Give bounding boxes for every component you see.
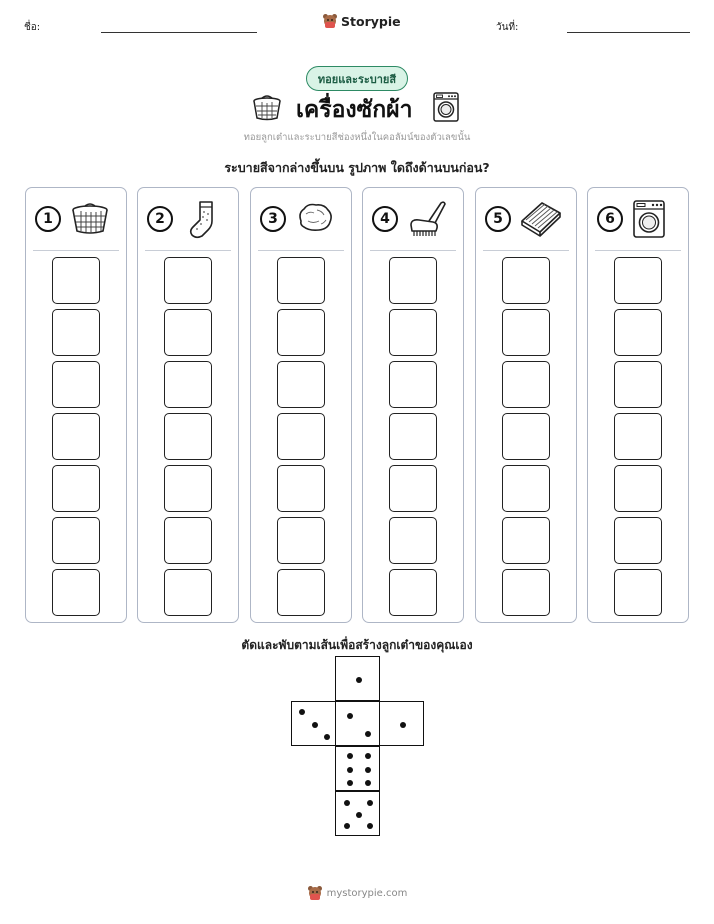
coloring-box[interactable]	[164, 309, 212, 356]
dice-pip	[312, 722, 318, 728]
instructions-text: ทอยลูกเต๋าและระบายสีช่องหนึ่งในคอลัมน์ของตัวเลขนั้น	[243, 132, 471, 143]
column-6	[587, 187, 689, 623]
dice-instructions: ตัดและพับตามเส้นเพื่อสร้างลูกเต๋าของคุณเอง	[241, 638, 473, 652]
column-number: 4	[372, 206, 398, 232]
coloring-box[interactable]	[389, 465, 437, 512]
coloring-box[interactable]	[389, 413, 437, 460]
laundry-basket-icon	[70, 199, 110, 235]
coloring-box[interactable]	[389, 361, 437, 408]
dice-pip	[324, 734, 330, 740]
dice-pip	[356, 812, 362, 818]
column-2	[137, 187, 239, 623]
coloring-box[interactable]	[389, 517, 437, 564]
column-divider	[595, 250, 681, 251]
coloring-box[interactable]	[52, 413, 100, 460]
coloring-box[interactable]	[502, 257, 550, 304]
coloring-box[interactable]	[52, 465, 100, 512]
coloring-box[interactable]	[164, 465, 212, 512]
lint-ball-icon	[295, 199, 335, 235]
coloring-box[interactable]	[614, 465, 662, 512]
laundry-basket-icon	[252, 93, 282, 121]
coloring-box[interactable]	[614, 309, 662, 356]
coloring-box[interactable]	[614, 413, 662, 460]
dice-pip	[356, 677, 362, 683]
coloring-box[interactable]	[52, 569, 100, 616]
dice-pip	[365, 731, 371, 737]
column-divider	[145, 250, 231, 251]
coloring-box[interactable]	[164, 517, 212, 564]
coloring-box[interactable]	[502, 465, 550, 512]
coloring-box[interactable]	[502, 309, 550, 356]
column-divider	[370, 250, 456, 251]
coloring-box[interactable]	[164, 361, 212, 408]
coloring-box[interactable]	[52, 309, 100, 356]
column-divider	[33, 250, 119, 251]
page-title: เครื่องซักผ้า	[296, 97, 413, 123]
coloring-box[interactable]	[277, 517, 325, 564]
dice-pip	[347, 780, 353, 786]
date-line[interactable]	[567, 32, 690, 33]
scrub-brush-icon	[407, 199, 447, 239]
washing-machine-icon	[632, 199, 666, 239]
dice-face	[335, 656, 380, 701]
dice-face	[335, 701, 380, 746]
coloring-box[interactable]	[277, 569, 325, 616]
coloring-box[interactable]	[277, 309, 325, 356]
coloring-box[interactable]	[277, 257, 325, 304]
coloring-box[interactable]	[614, 361, 662, 408]
column-1	[25, 187, 127, 623]
sock-icon	[182, 199, 222, 239]
dice-pip	[344, 823, 350, 829]
coloring-box[interactable]	[164, 413, 212, 460]
coloring-box[interactable]	[52, 257, 100, 304]
coloring-box[interactable]	[389, 309, 437, 356]
coloring-box[interactable]	[502, 361, 550, 408]
dice-pip	[299, 709, 305, 715]
coloring-box[interactable]	[614, 517, 662, 564]
coloring-box[interactable]	[164, 569, 212, 616]
coloring-box[interactable]	[277, 413, 325, 460]
bear-logo-icon	[307, 885, 323, 901]
coloring-box[interactable]	[614, 569, 662, 616]
activity-badge: ทอยและระบายสี	[306, 66, 408, 91]
question-text: ระบายสีจากล่างขึ้นบน รูปภาพ ใดถึงด้านบนก่อน?	[224, 160, 490, 175]
column-number: 5	[485, 206, 511, 232]
footer	[0, 885, 714, 901]
coloring-box[interactable]	[277, 361, 325, 408]
dice-face	[335, 791, 380, 836]
dice-pip	[400, 722, 406, 728]
coloring-box[interactable]	[389, 569, 437, 616]
coloring-box[interactable]	[502, 569, 550, 616]
dice-pip	[365, 767, 371, 773]
dice-pip	[347, 767, 353, 773]
coloring-box[interactable]	[52, 361, 100, 408]
dice-face	[291, 701, 336, 746]
dice-pip	[367, 800, 373, 806]
name-line[interactable]	[101, 32, 257, 33]
coloring-box[interactable]	[614, 257, 662, 304]
column-number: 6	[597, 206, 623, 232]
dice-pip	[365, 753, 371, 759]
folded-towel-icon	[520, 199, 562, 237]
coloring-box[interactable]	[502, 517, 550, 564]
column-number: 3	[260, 206, 286, 232]
dice-pip	[344, 800, 350, 806]
dice-face	[379, 701, 424, 746]
brand-logo	[322, 13, 401, 29]
brand-name: Storypie	[341, 13, 401, 29]
column-divider	[483, 250, 569, 251]
coloring-box[interactable]	[52, 517, 100, 564]
name-label: ชื่อ:	[24, 22, 41, 33]
column-number: 1	[35, 206, 61, 232]
dice-face	[335, 746, 380, 791]
column-number: 2	[147, 206, 173, 232]
column-divider	[258, 250, 344, 251]
column-5	[475, 187, 577, 623]
coloring-box[interactable]	[164, 257, 212, 304]
washing-machine-icon	[433, 92, 459, 122]
dice-pip	[347, 753, 353, 759]
date-label: วันที่:	[496, 22, 519, 33]
coloring-box[interactable]	[277, 465, 325, 512]
coloring-box[interactable]	[389, 257, 437, 304]
dice-pip	[367, 823, 373, 829]
coloring-box[interactable]	[502, 413, 550, 460]
column-4	[362, 187, 464, 623]
column-3	[250, 187, 352, 623]
bear-logo-icon	[322, 13, 338, 29]
footer-url[interactable]: mystorypie.com	[326, 887, 408, 899]
dice-pip	[347, 713, 353, 719]
dice-pip	[365, 780, 371, 786]
